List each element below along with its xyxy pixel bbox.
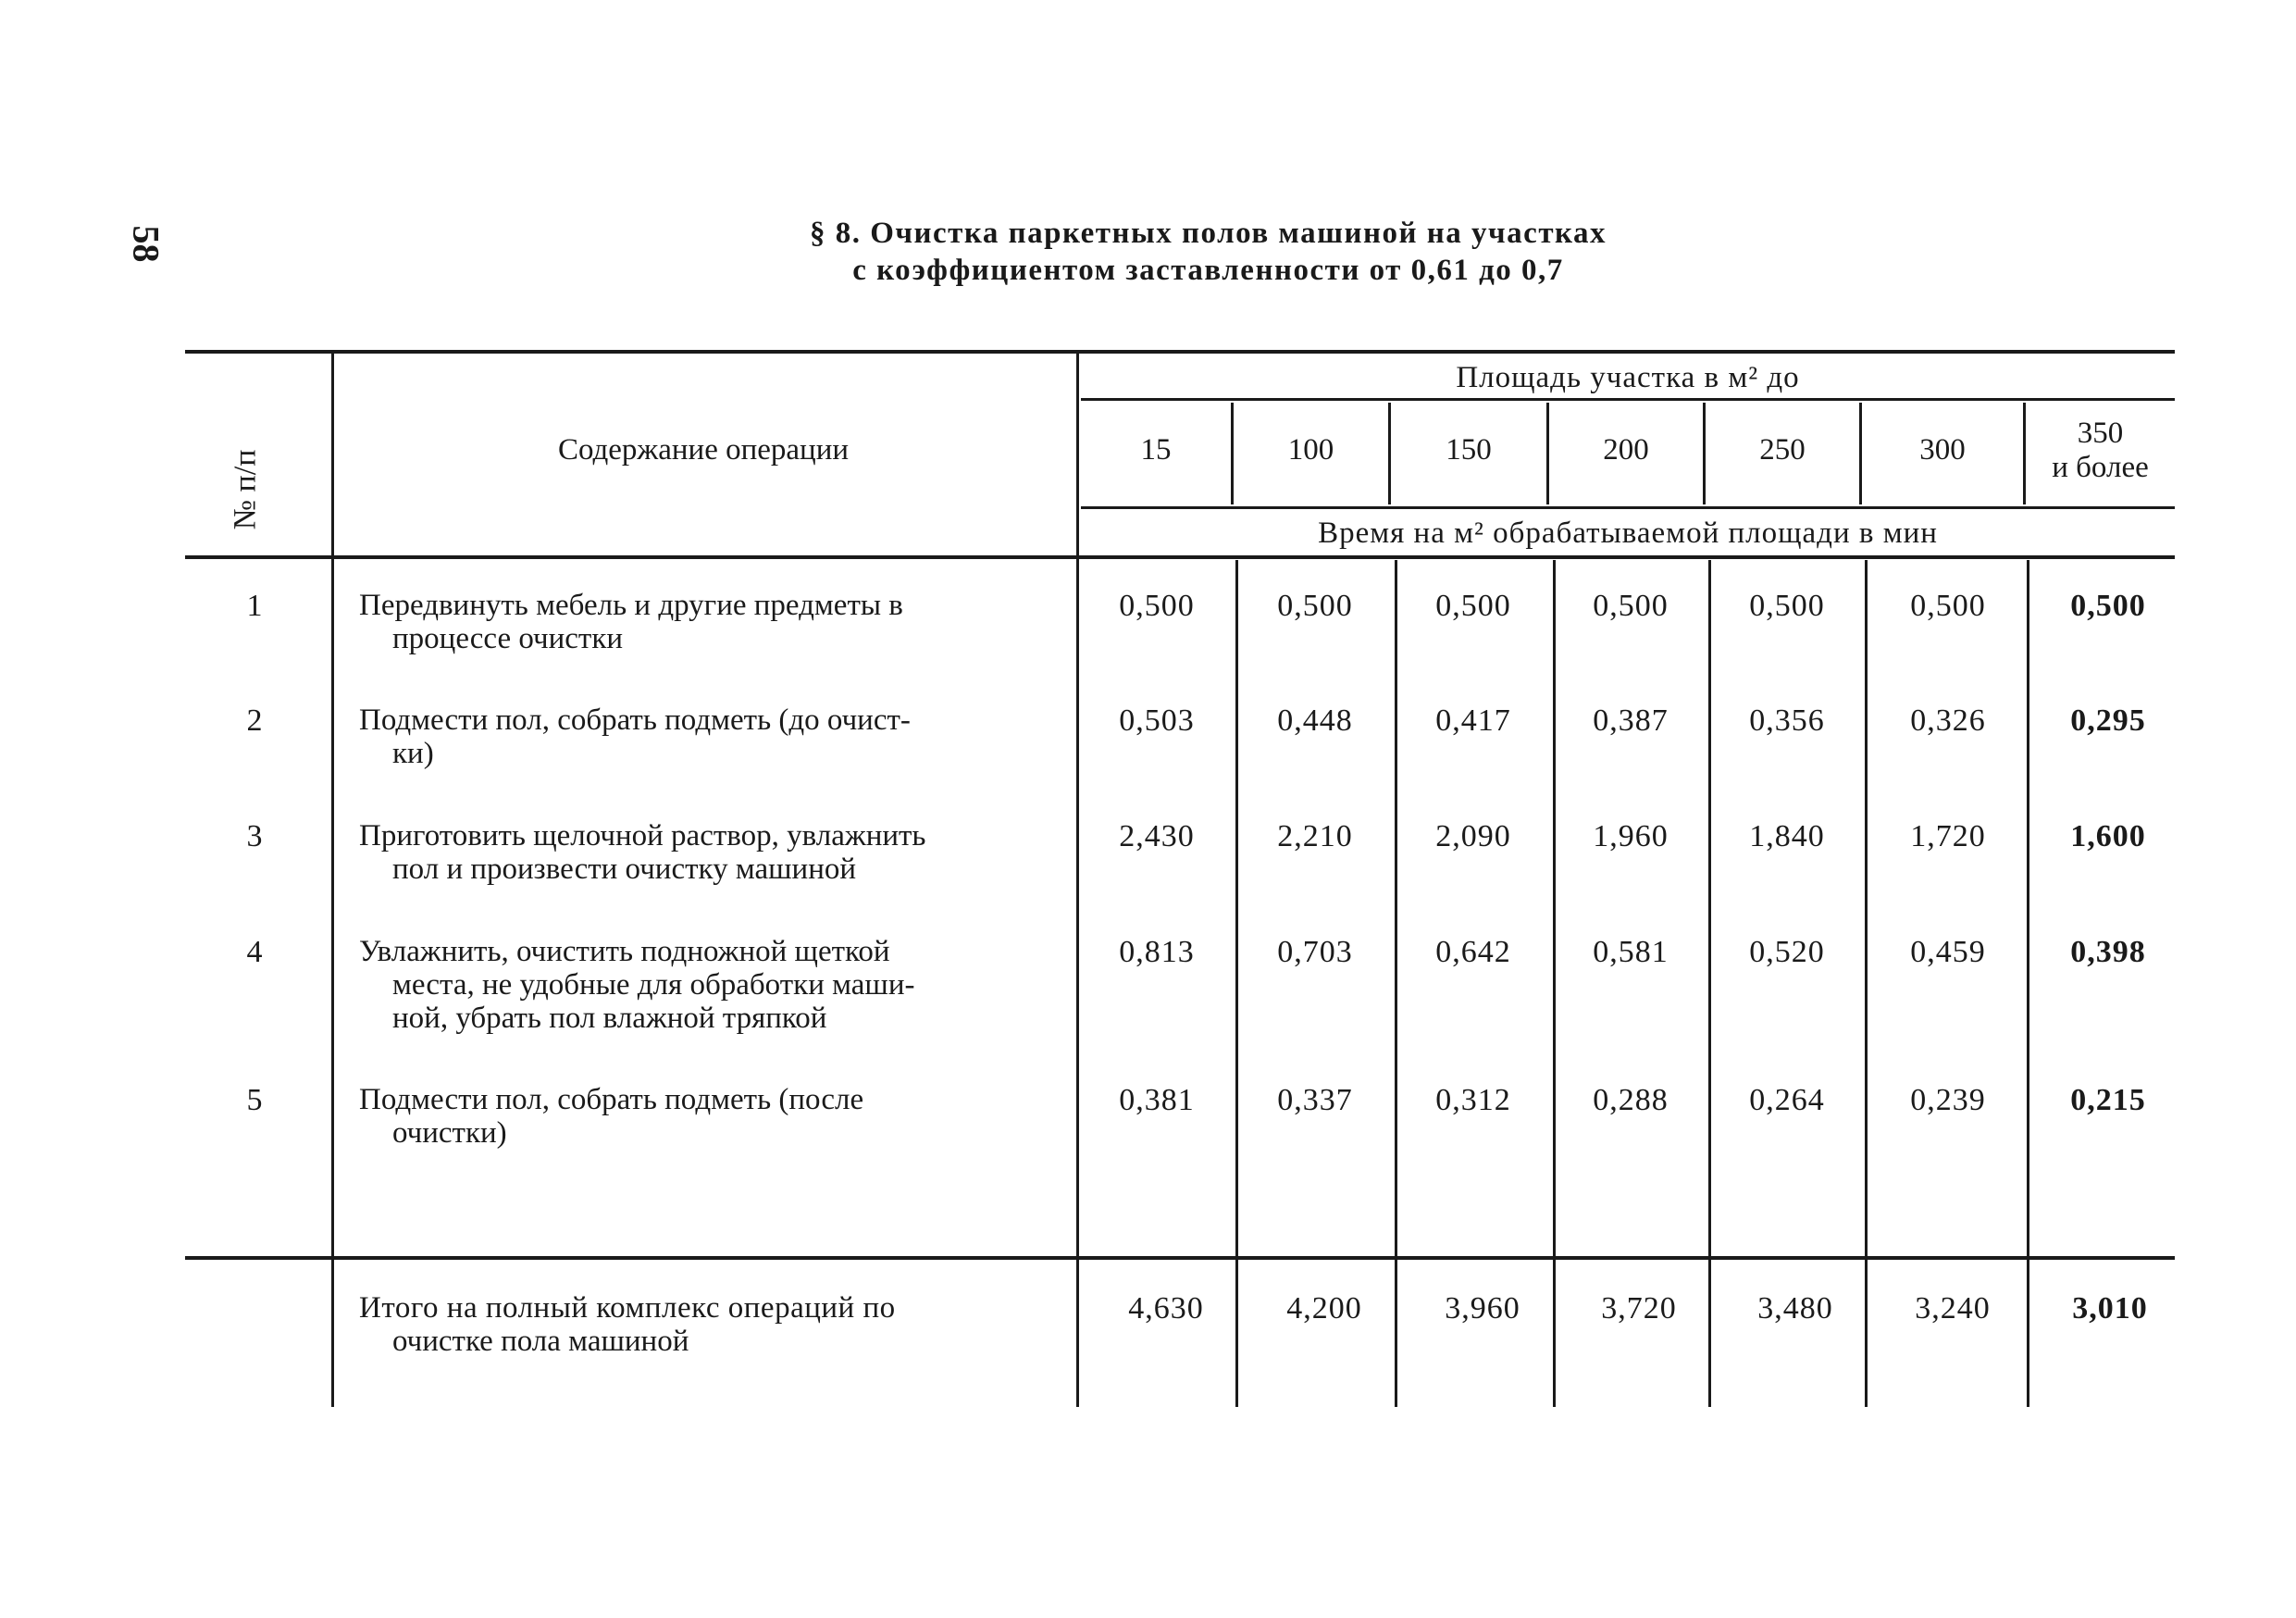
value-cell: 0,356 [1749,703,1825,738]
operation-line: пол и произвести очистку машиной [392,853,857,886]
table-top-rule [185,350,2175,354]
total-line: очистке пола машиной [392,1325,689,1358]
operation-line: Подмести пол, собрать подметь (после [359,1083,864,1116]
operation-line: ки) [392,737,434,770]
value-cell: 0,448 [1277,703,1353,738]
value-cell: 1,960 [1593,819,1669,853]
row-number: 4 [246,935,263,969]
area-col-150: 150 [1446,433,1492,467]
value-cell: 0,295 [2070,703,2146,738]
area-col-350: 350 [2077,417,2124,450]
value-cell: 1,720 [1910,819,1986,853]
col-divider [1708,560,1711,1407]
page-number: 58 [125,225,168,263]
value-cell: 0,398 [2070,935,2146,969]
total-value-cell: 4,200 [1286,1291,1362,1326]
operation-text [359,703,1049,770]
area-header: Площадь участка в м² до [1456,361,1800,394]
value-cell: 0,500 [1119,589,1195,623]
area-col-200: 200 [1603,433,1649,467]
value-cell: 0,581 [1593,935,1669,969]
area-col-300: 300 [1919,433,1966,467]
value-cell: 0,703 [1277,935,1353,969]
total-value-cell: 3,240 [1915,1291,1991,1326]
value-cell: 0,288 [1593,1083,1669,1117]
col-num-header: № п/п [228,449,263,530]
value-cell: 0,503 [1119,703,1195,738]
row-number: 2 [246,703,263,738]
col-op-header: Содержание операции [557,433,850,467]
operation-text [359,589,1049,655]
operation-line: Увлажнить, очистить подножной щеткой [359,935,890,968]
operation-line: процессе очистки [392,622,624,655]
area-col-250: 250 [1759,433,1806,467]
col-divider [2027,560,2029,1407]
total-value-cell: 3,720 [1601,1291,1677,1326]
area-col-100: 100 [1287,433,1334,467]
value-cell: 0,326 [1910,703,1986,738]
value-cell: 0,500 [1435,589,1511,623]
operation-text [359,935,1049,1035]
title-line-1: § 8. Очистка паркетных полов машиной на участках [809,217,1607,250]
value-cell: 0,264 [1749,1083,1825,1117]
total-value-cell: 4,630 [1128,1291,1204,1326]
operation-line: Подмести пол, собрать подметь (до очист- [359,703,911,737]
operation-text [359,819,1049,886]
time-header: Время на м² обрабатываемой площади в мин [1318,517,1938,550]
total-value-cell: 3,960 [1445,1291,1520,1326]
section-title [0,215,2296,289]
total-value-cell: 3,480 [1757,1291,1833,1326]
col-divider [1865,560,1868,1407]
total-line: Итого на полный комплекс операций по [359,1291,896,1325]
value-cell: 0,312 [1435,1083,1511,1117]
row-number: 1 [246,589,263,623]
value-cell: 0,417 [1435,703,1511,738]
col-divider [1235,560,1238,1407]
value-cell: 2,430 [1119,819,1195,853]
operation-line: Приготовить щелочной раствор, увлажнить [359,819,926,853]
value-cell: 0,387 [1593,703,1669,738]
value-cell: 0,500 [1910,589,1986,623]
col-divider [1553,560,1556,1407]
row-number: 3 [246,819,263,853]
operation-line: места, не удобные для обработки маши- [392,968,915,1002]
title-line-2: с коэффициентом заставленности от 0,61 до 0,7 [852,254,1564,287]
value-cell: 0,500 [1749,589,1825,623]
operation-text [359,1083,1049,1150]
row-number: 5 [246,1083,263,1117]
value-cell: 0,500 [2070,589,2146,623]
area-col-350-more: и более [2052,451,2149,484]
value-cell: 0,642 [1435,935,1511,969]
value-cell: 0,520 [1749,935,1825,969]
operation-line: ной, убрать пол влажной тряпкой [392,1002,827,1035]
total-text [359,1291,1049,1358]
value-cell: 2,090 [1435,819,1511,853]
col-divider [1076,352,1079,1407]
operation-line: Передвинуть мебель и другие предметы в [359,589,903,622]
total-value-cell: 3,010 [2072,1291,2148,1326]
value-cell: 1,600 [2070,819,2146,853]
operation-line: очистки) [392,1116,507,1150]
value-cell: 0,381 [1119,1083,1195,1117]
value-cell: 0,239 [1910,1083,1986,1117]
area-header-rule [1081,398,2175,401]
value-cell: 0,459 [1910,935,1986,969]
value-cell: 0,500 [1277,589,1353,623]
header-bottom-rule [185,555,2175,559]
col-divider [331,352,334,1407]
col-divider [1395,560,1397,1407]
value-cell: 2,210 [1277,819,1353,853]
value-cell: 0,337 [1277,1083,1353,1117]
value-cell: 0,813 [1119,935,1195,969]
area-col-15: 15 [1140,433,1172,467]
value-cell: 1,840 [1749,819,1825,853]
value-cell: 0,215 [2070,1083,2146,1117]
value-cell: 0,500 [1593,589,1669,623]
total-rule [185,1256,2175,1260]
columns-rule [1081,506,2175,509]
